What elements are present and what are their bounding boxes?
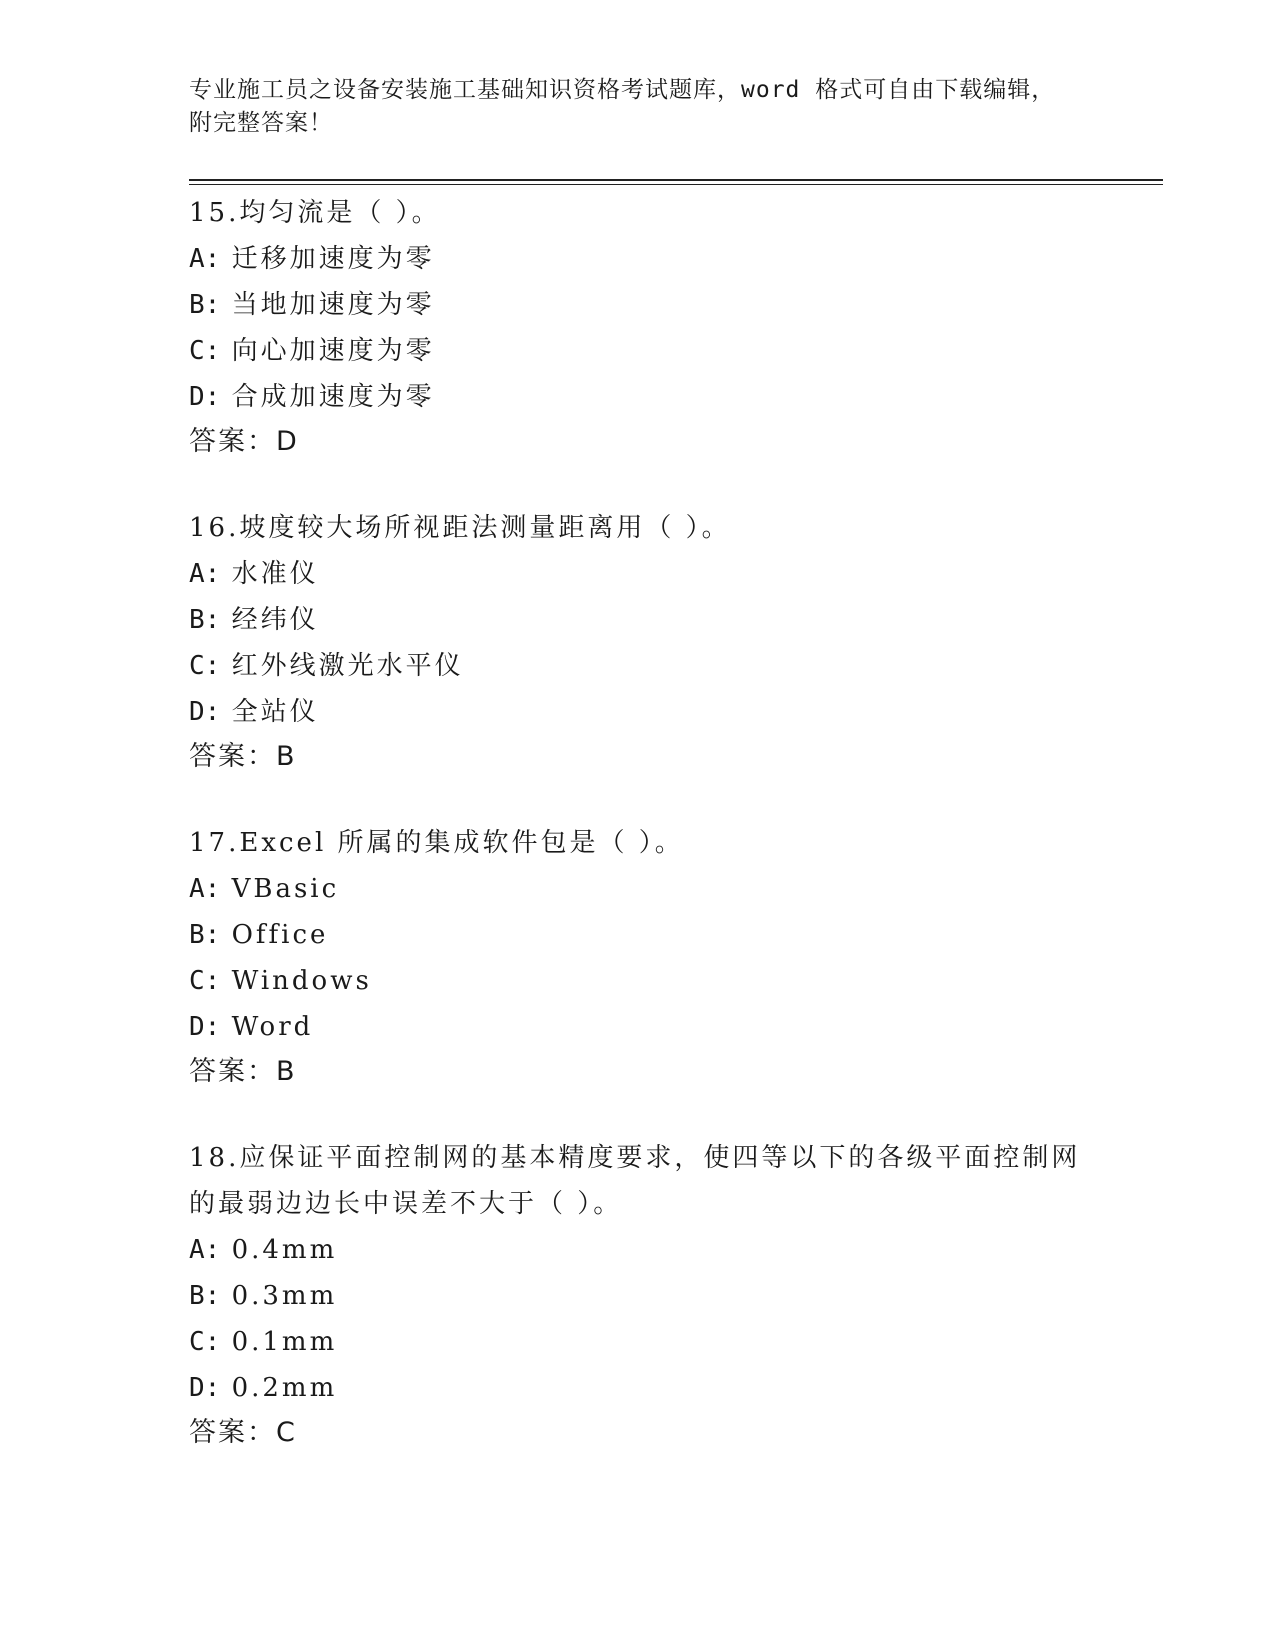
option-label: A: [189,244,221,274]
answer-line: 答案：B [189,741,297,772]
option-label: A: [189,559,221,589]
header-divider-thin [189,184,1163,185]
option-text: 0.4mm [231,1235,338,1265]
option-c [189,328,1109,374]
option-text: VBasic [231,874,340,904]
option-text: 0.1mm [231,1327,338,1357]
option-d [189,689,1109,735]
option-b [189,282,1109,328]
option-label: D: [189,382,221,412]
option-d [189,1004,1109,1050]
option-c [189,643,1109,689]
option-d [189,374,1109,420]
answer-line: 答案：D [189,426,299,457]
option-text: Word [231,1012,314,1042]
option-text: 迁移加速度为零 [231,244,435,274]
option-text: 0.2mm [231,1373,338,1403]
question-15 [189,190,1109,464]
option-text: Windows [231,966,372,996]
option-label: C: [189,966,221,996]
option-text: 经纬仪 [231,605,319,635]
option-label: D: [189,1012,221,1042]
option-b [189,597,1109,643]
header-divider-thick [189,179,1163,181]
option-b [189,912,1109,958]
option-label: B: [189,920,221,950]
option-text: 向心加速度为零 [231,336,435,366]
option-label: D: [189,1373,221,1403]
question-stem: 15.均匀流是（ ）。 [189,198,441,228]
option-label: D: [189,697,221,727]
question-17 [189,820,1109,1094]
option-text: 当地加速度为零 [231,290,435,320]
option-label: A: [189,874,221,904]
question-16 [189,505,1109,779]
option-d [189,1365,1109,1411]
document-header [189,74,1089,140]
option-text: 合成加速度为零 [231,382,435,412]
option-label: C: [189,1327,221,1357]
header-line-2: 附完整答案！ [189,110,333,136]
answer-line: 答案：C [189,1417,297,1448]
header-line-1: 专业施工员之设备安装施工基础知识资格考试题库，word 格式可自由下载编辑， [189,77,1056,103]
option-c [189,1319,1109,1365]
option-label: B: [189,605,221,635]
option-label: B: [189,1281,221,1311]
question-stem: 18.应保证平面控制网的基本精度要求，使四等以下的各级平面控制网的最弱边边长中误差不大于（ ）。 [189,1143,1081,1219]
question-stem: 17.Excel 所属的集成软件包是（ ）。 [189,828,684,858]
option-a [189,1227,1109,1273]
question-list [189,190,1109,1496]
option-c [189,958,1109,1004]
option-label: A: [189,1235,221,1265]
option-text: 全站仪 [231,697,319,727]
answer-line: 答案：B [189,1056,297,1087]
option-a [189,236,1109,282]
option-label: C: [189,651,221,681]
option-label: C: [189,336,221,366]
option-label: B: [189,290,221,320]
option-text: 红外线激光水平仪 [231,651,464,681]
option-text: 0.3mm [231,1281,338,1311]
question-stem: 16.坡度较大场所视距法测量距离用（ ）。 [189,513,731,543]
option-b [189,1273,1109,1319]
question-18 [189,1135,1109,1455]
option-a [189,551,1109,597]
option-text: 水准仪 [231,559,319,589]
option-text: Office [231,920,329,950]
option-a [189,866,1109,912]
